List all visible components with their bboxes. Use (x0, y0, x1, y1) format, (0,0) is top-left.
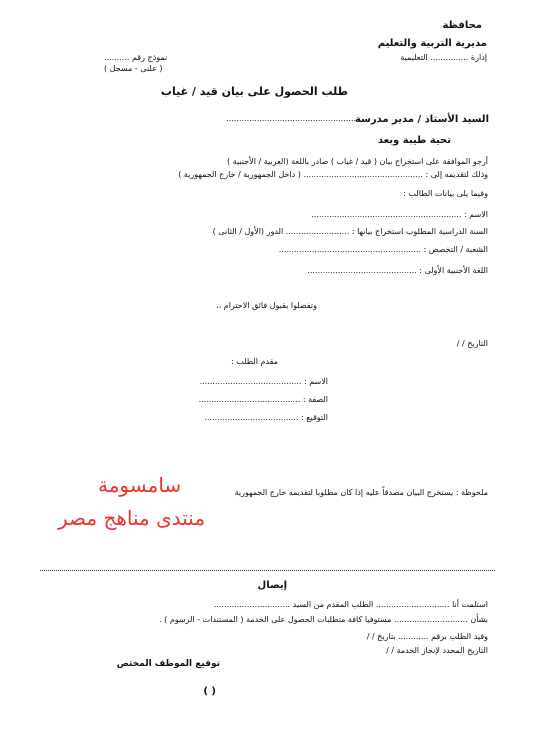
officer-signature-label: توقيع الموظف المختص (116, 659, 220, 669)
closing-line: وتفضلوا بقبول فائق الاحترام ،، (216, 301, 317, 310)
school-year-line: السنة الدراسية المطلوب استخراج بيانها : ......................... الدور (الأول / الثانى ) (212, 227, 488, 236)
addressee-dots: ................................................... (226, 114, 356, 123)
receipt-line-1: استلمت أنا ............................. الطلب المقدم من السيد .............................. (213, 600, 488, 609)
form-number: نموذج رقم .......... (104, 53, 168, 62)
receipt-title: إيصال (257, 580, 287, 591)
receipt-line-2: بشأن ............................. مستوفيا كافة متطلبات الحصول على الخدمة ( المستندات - الرسوم ) . (159, 615, 488, 624)
officer-signature-parens: ( ) (203, 686, 216, 697)
watermark-line-1: سامسومة (98, 473, 182, 497)
administration-label: إدارة ............... التعليمية (400, 53, 487, 62)
governorate-label: محافظة (442, 20, 482, 31)
greeting: تحية طيبة وبعد (377, 135, 451, 146)
form-type: ( علنى - مسجل ) (104, 64, 163, 73)
date-line: التاريخ / / (456, 339, 488, 348)
addressee-label: السيد الأستاذ / مدير مدرسة (354, 114, 489, 125)
applicant-signature: التوقيع : ..................................... (204, 413, 328, 422)
applicant-capacity: الصفة : ........................................ (198, 395, 328, 404)
branch-line: الشعبة / التخصص : ........................................................ (278, 245, 488, 254)
receipt-line-3: وقيد الطلب برقم ............ بتاريخ / / (366, 632, 488, 641)
note-line: ملحوظة : يستخرج البيان مصدقاً عليه إذا كان مطلوبا لتقديمه خارج الجمهورية (234, 488, 488, 497)
student-info-label: وفيما يلى بيانات الطالب : (403, 189, 488, 198)
applicant-name: الاسم : ........................................ (199, 377, 328, 386)
separator-rule (40, 570, 495, 571)
applicant-heading: مقدم الطلب : (231, 357, 278, 366)
student-name-line: الاسم : ........................................................... (311, 210, 488, 219)
directorate-label: مديرية التربية والتعليم (377, 38, 487, 49)
foreign-language-line: اللغة الأجنبية الأولى : ........................................... (307, 266, 488, 275)
watermark-line-2: منتدى مناهج مصر (58, 506, 206, 530)
page-title: طلب الحصول على بيان قيد / غياب (160, 85, 348, 98)
request-line: أرجو الموافقة على استخراج بيان ( قيد / غياب ) صادر باللغة (العربية / الأجنبية ) (226, 157, 488, 166)
submit-to-line: وذلك لتقديمه إلى : ............................................... ( داخل الجمهورية / خارج الجمهورية ) (178, 170, 488, 179)
receipt-line-4: التاريخ المحدد لإنجاز الخدمة / / (386, 646, 488, 655)
